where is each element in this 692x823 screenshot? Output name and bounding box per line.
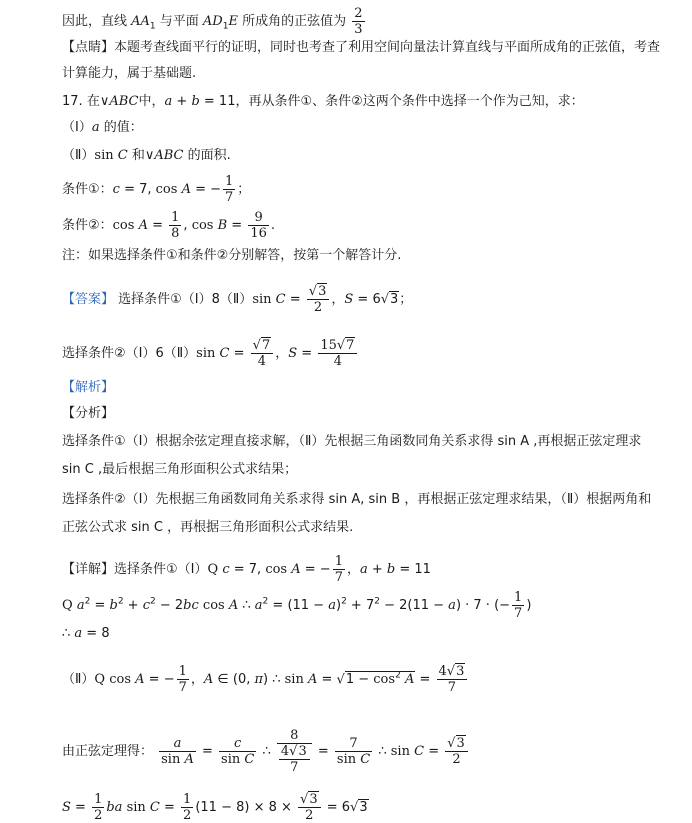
analysis-sub-tag: 【分析】: [62, 406, 115, 421]
comment-text-1: 本题考查线面平行的证明，同时也考查了利用空间向量法计算直线与平面所成角的正弦值，考查: [114, 40, 661, 55]
comment-tag: 【点睛】: [62, 40, 115, 55]
detail-line-2: Q $a^2 = b^2 + c^2 - 2bc$ cos A ∴ $a^2 = (11 - a)^2 + 7^2 - 2(11 - a) \cdot 7$ · (− $\frac{1}{7}$ ): [62, 590, 532, 621]
detail-line-4: （Ⅱ）Q cos A = − $\frac{1}{7}$ ，A ∈ (0, π) ∴ $\sin A = √1 - \cos^2 A$ = $\frac{4√3}{7}$: [62, 664, 469, 695]
answer-line-2: 选择条件②（Ⅰ）6（Ⅱ）sin C = $\frac{√7}{4}$ ，S = $\frac{15√7}{4}$: [62, 338, 359, 369]
problem-part-1: （Ⅰ）a 的值：: [62, 120, 143, 135]
problem-note: 注：如果选择条件①和条件②分别解答，按第一个解答计分.: [62, 248, 402, 263]
comment-line-2: 计算能力，属于基础题.: [62, 66, 197, 81]
problem-stem: 17. 在∨ABC中，a + b = 11，再从条件①、条件②这两个条件中选择一个作为己知，求：: [62, 94, 584, 109]
fraction-2-3: $\frac{2}{3}$: [354, 6, 363, 37]
analysis-p2-line2: 正弦公式求 sin C ，再根据三角形面积公式求结果.: [62, 520, 354, 535]
comment-line-1: [62, 38, 660, 58]
analysis-p2-line1: 选择条件②（Ⅰ）先根据三角函数同角关系求得 sin A, sin B ，再根据正弦定理求结果，（Ⅱ）根据两角和: [62, 492, 652, 507]
answer-line-1: 【答案】 选择条件①（Ⅰ）8（Ⅱ）sin C = $\frac{√3}{2}$ ，S = 6√3；: [62, 284, 413, 315]
analysis-p1-line1: 选择条件①（Ⅰ）根据余弦定理直接求解，（Ⅱ）先根据三角函数同角关系求得 sin A ,再根据正弦定理求: [62, 434, 642, 449]
analysis-tag: 【解析】: [62, 380, 115, 395]
detail-line-5: 由正弦定理得： $\frac{a}{\text{sin A}}$ = $\frac{c}{\text{sin C}}$ ∴ $\frac{8}{\frac{4√3}{7}}$ = $\frac{7}{\text{sin C}}$ ∴ sin C = $\frac{√3}{2}$: [62, 728, 470, 775]
prev-conclusion-text: 因此，直线 $AA_1$ 与平面 $AD_1E$ 所成角的正弦值为: [62, 14, 347, 32]
prev-conclusion: [62, 6, 367, 37]
condition-1: 条件①：c = 7, cos A = − $\frac{1}{7}$ ；: [62, 174, 251, 205]
detail-line-3: ∴ a = 8: [62, 626, 110, 641]
problem-number: 17.: [62, 94, 83, 109]
detail-line-1: 【详解】选择条件①（Ⅰ）Q c = 7, cos A = − $\frac{1}{7}$ ，a + b = 11: [62, 554, 431, 585]
analysis-p1-line2: sin C ,最后根据三角形面积公式求结果；: [62, 462, 298, 477]
detail-line-6: S = $\frac{1}{2}$ ba sin C = $\frac{1}{2}$ (11 − 8) × 8 × $\frac{√3}{2}$ = 6√3: [62, 792, 368, 823]
condition-2: 条件②：cos A = $\frac{1}{8}$ , cos B = $\frac{9}{16}$ .: [62, 210, 276, 241]
detail-tag: 【详解】: [62, 562, 115, 577]
answer-tag: 【答案】: [62, 292, 115, 307]
problem-part-2: （Ⅱ）sin C 和∨ABC 的面积.: [62, 148, 231, 163]
